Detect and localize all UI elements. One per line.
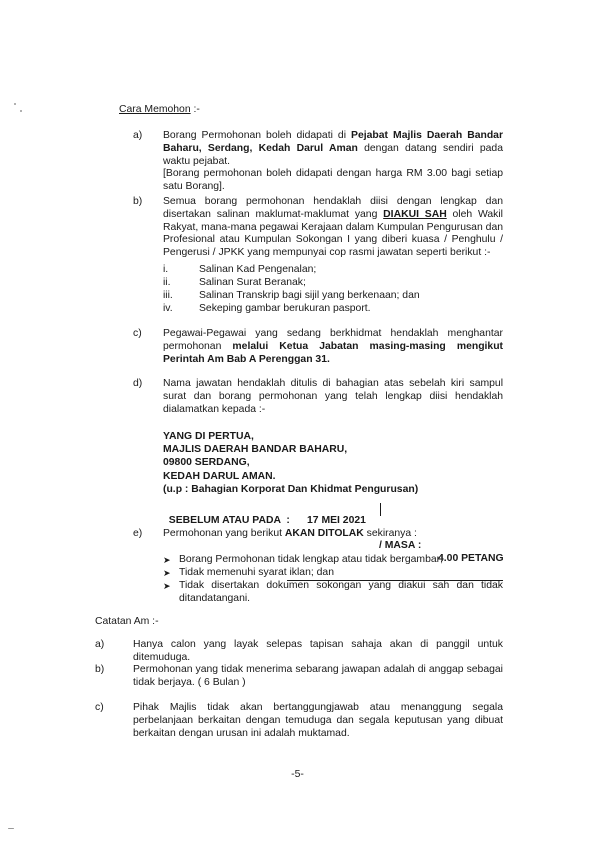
scan-speck [14, 103, 16, 105]
note-text: Permohonan yang tidak menerima sebarang jawapan adalah di anggap sebagai tidak berjaya. ( 6 Bulan ) [133, 664, 503, 688]
list-number: iv. [163, 303, 173, 314]
address-block [163, 430, 503, 496]
note-label-b: b) [95, 664, 105, 675]
address-line: YANG DI PERTUA, [163, 431, 254, 442]
list-text: Salinan Kad Pengenalan; [199, 264, 317, 275]
deadline-row [163, 502, 290, 528]
item-d-text: Nama jawatan hendaklah ditulis di bahagian atas sebelah kiri sampul surat dan borang permohonan yang telah lengkap diisi hendaklah dialamatkan kepada :- [163, 378, 503, 415]
list-text: Salinan Transkrip bagi sijil yang berkenaan; dan [199, 290, 420, 301]
deadline-divider [380, 503, 381, 516]
note-a [133, 639, 503, 665]
list-number: i. [163, 264, 169, 275]
notes-heading: Catatan Am :- [95, 616, 159, 627]
list-item [163, 567, 503, 580]
item-label-c: c) [133, 328, 142, 339]
scan-speck [8, 828, 14, 829]
address-line: MAJLIS DAERAH BANDAR BAHARU, [163, 444, 348, 456]
list-text: Sekeping gambar berukuran pasport. [199, 303, 371, 314]
item-a [163, 130, 503, 194]
deadline-date: 17 MEI 2021 [307, 514, 366, 526]
deadline-time: 4.00 PETANG [438, 553, 504, 565]
item-c-text: Pegawai-Pegawai yang sedang berkhidmat hendaklah menghantar permohonan melalui Ketua Jabatan masing-masing mengikut Perintah Am Bab A Perenggan 31. [163, 328, 504, 365]
note-text: Pihak Majlis tidak akan bertanggungjawab atau menanggung segala perbelanjaan berkaitan dengan temuduga dan segala keputusan yang dibuat berkaitan dengan urusan ini adalah muktamad. [133, 702, 503, 739]
item-e-text: Permohonan yang berikut AKAN DITOLAK sekiranya : [163, 528, 417, 539]
deadline-separator: / MASA : [379, 540, 425, 552]
arrow-bullet-icon: ➤ [163, 568, 171, 578]
item-label-d: d) [133, 378, 143, 389]
item-a-note: [Borang permohonan boleh didapati dengan harga RM 3.00 bagi setiap satu Borang]. [163, 168, 503, 193]
address-line: 09800 SERDANG, [163, 457, 250, 469]
list-number: ii. [163, 277, 171, 288]
item-d [163, 378, 503, 416]
item-e [163, 528, 503, 541]
list-text: Salinan Surat Beranak; [199, 277, 306, 288]
list-number: iii. [163, 290, 173, 301]
deadline-label: SEBELUM ATAU PADA : [168, 514, 290, 526]
address-line: KEDAH DARUL AMAN. [163, 470, 276, 482]
item-b [163, 196, 503, 260]
note-label-c: c) [95, 702, 104, 713]
address-line: (u.p : Bahagian Korporat Dan Khidmat Pengurusan) [163, 483, 419, 495]
scan-speck [20, 110, 22, 112]
note-label-a: a) [95, 639, 105, 650]
item-a-text: Borang Permohonan boleh didapati di Pejabat Majlis Daerah Bandar Baharu, Serdang, Kedah Darul Aman dengan datang sendiri pada waktu pejabat. [163, 130, 503, 167]
arrow-bullet-icon: ➤ [163, 555, 171, 565]
list-text: Borang Permohonan tidak lengkap atau tidak bergambar; [179, 554, 443, 565]
item-label-a: a) [133, 130, 143, 141]
section-heading: Cara Memohon :- [119, 104, 200, 115]
note-b [133, 664, 503, 690]
note-c [133, 702, 503, 740]
list-text: Tidak memenuhi syarat iklan; dan [179, 567, 334, 578]
list-item [163, 554, 503, 567]
item-b-text: Semua borang permohonan hendaklah diisi dengan lengkap dan disertakan salinan maklumat-maklumat yang DIAKUI SAH oleh Wakil Rakyat, mana-mana pegawai Kerajaan dalam Kumpulan Pengurusan dan Profesional atau Kumpulan Sokongan I yang diberi kuasa / Penghulu / Pengerusi / JPKK yang mempunyai cop rasmi jawatan seperti berikut :- [163, 196, 503, 259]
item-c [163, 328, 503, 366]
note-text: Hanya calon yang layak selepas tapisan sahaja akan di panggil untuk ditemuduga. [133, 639, 503, 663]
arrow-bullet-icon: ➤ [163, 581, 171, 591]
item-label-b: b) [133, 196, 143, 207]
list-text: Tidak disertakan dokumen sokongan yang diakui sah dan tidak ditandatangani. [179, 580, 503, 604]
page-number: -5- [291, 769, 304, 780]
list-item [163, 580, 503, 606]
item-label-e: e) [133, 528, 143, 539]
